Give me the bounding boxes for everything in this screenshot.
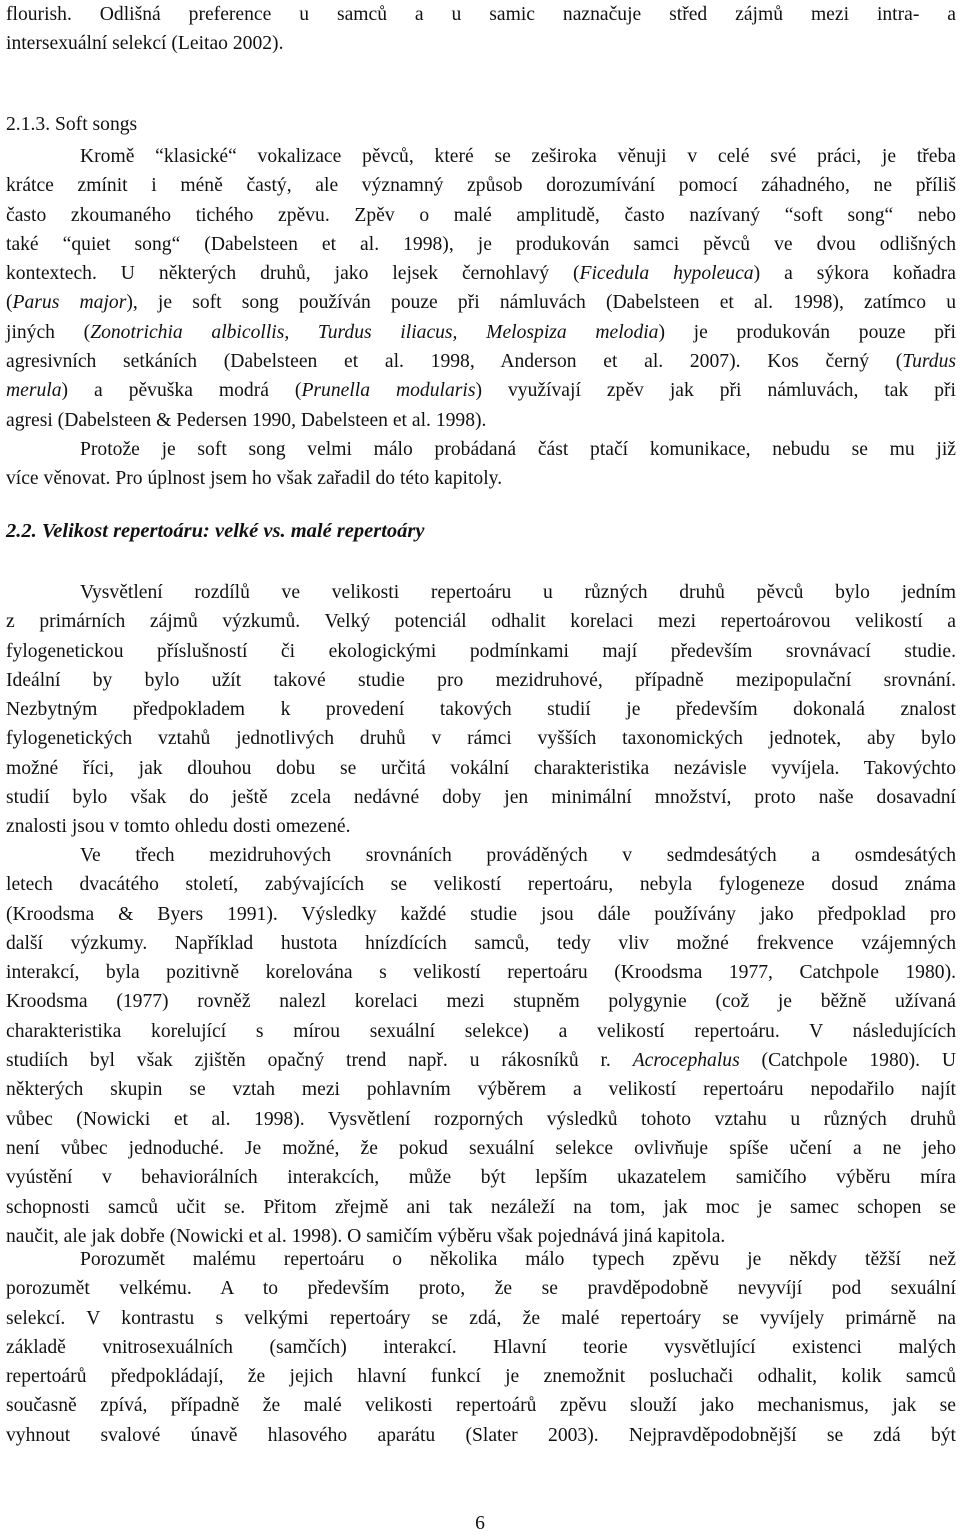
text-line: není vůbec jednoduché. Je možné, že pokud sexuální selekce ovlivňuje spíše učení a ne jeho — [6, 1137, 956, 1159]
text-line: fylogenetickou příslušností či ekologickými podmínkami mají především srovnávací studie. — [6, 640, 956, 662]
text-line: studií bylo však do ještě zcela nedávné doby jen minimální množství, proto naše dosavadní — [6, 787, 956, 809]
text-line: flourish. Odlišná preference u samců a u samic naznačuje střed zájmů mezi intra- a — [6, 4, 956, 25]
text-line: některých skupin se vztah mezi pohlavním výběrem a velikostí repertoáru nepodařilo najít — [6, 1079, 956, 1101]
text-line: (Kroodsma & Byers 1991). Výsledky každé studie jsou dále používány jako předpoklad pro — [6, 903, 956, 925]
text-line: další výzkumy. Například hustota hnízdících samců, tedy vliv možné frekvence vzájemných — [6, 932, 956, 954]
text-line: kontextech. U některých druhů, jako lejsek černohlavý (Ficedula hypoleuca) a sýkora koňadra — [6, 263, 956, 285]
text-line: porozumět velkému. A to především proto, že se pravděpodobně nevyvíjí pod sexuální — [6, 1278, 956, 1300]
text-line: Kroodsma (1977) rovněž nalezl korelaci mezi stupněm polygynie (což je běžně užívaná — [6, 991, 956, 1013]
text-line: agresivních setkáních (Dabelsteen et al. 1998, Anderson et al. 2007). Kos černý (Turdus — [6, 351, 956, 373]
text-line: Protože je soft song velmi málo probádaná část ptačí komunikace, nebudu se mu již — [80, 439, 956, 460]
text-line: interakcí, byla pozitivně korelována s velikostí repertoáru (Kroodsma 1977, Catchpole 1980). — [6, 962, 956, 984]
text-line: charakteristika korelující s mírou sexuální selekce) a velikostí repertoáru. V následujících — [6, 1020, 956, 1042]
text-line: Ideální by bylo užít takové studie pro mezidruhové, případně mezipopulační srovnání. — [6, 669, 956, 691]
text-line: Ve třech mezidruhových srovnáních prováděných v sedmdesátých a osmdesátých — [80, 845, 956, 866]
text-line: jiných (Zonotrichia albicollis, Turdus iliacus, Melospiza melodia) je produkován pouze při — [6, 321, 957, 343]
paragraph-small-repertoire — [6, 1245, 956, 1450]
chapter-heading: 2.2. Velikost repertoáru: velké vs. malé repertoáry — [6, 520, 425, 542]
text-line: schopnosti samců učit se. Přitom zřejmě ani tak nezáleží na tom, jak moc je samec schopen se — [6, 1196, 956, 1218]
paragraph-repertoire-intro — [6, 578, 956, 842]
text-line: také “quiet song“ (Dabelsteen et al. 1998), je produkován samci pěvců ve dvou odlišných — [6, 233, 956, 255]
text-line: (Parus major), je soft song používán pouze při námluvách (Dabelsteen et al. 1998), zatímco u — [6, 292, 956, 314]
text-line: Vysvětlení rozdílů ve velikosti repertoáru u různých druhů pěvců bylo jedním — [80, 582, 956, 603]
text-line: současně zpívá, případně že malé velikosti repertoárů zpěvu slouží jako mechanismus, jak se — [6, 1395, 956, 1417]
text-line: merula) a pěvuška modrá (Prunella modularis) využívají zpěv jak při námluvách, tak při — [6, 380, 956, 402]
text-line: krátce zmínit i méně častý, ale významný způsob dorozumívání pomocí záhadného, ne příliš — [6, 175, 956, 197]
text-line: často zkoumaného tichého zpěvu. Zpěv o malé amplitudě, často nazívaný “soft song“ nebo — [6, 204, 956, 226]
text-line: Nezbytným předpokladem k provedení takových studií je především dokonalá znalost — [6, 699, 956, 721]
page-number: 6 — [475, 1513, 485, 1534]
text-line: letech dvacátého století, zabývajících se velikostí repertoáru, nebyla fylogeneze dosud známa — [6, 874, 956, 896]
paragraph-note — [6, 435, 956, 494]
text-line: fylogenetických vztahů jednotlivých druhů v rámci vyšších taxonomických jednotek, aby bylo — [6, 728, 956, 750]
text-line: studiích byl však zjištěn opačný trend např. u rákosníků r. Acrocephalus (Catchpole 1980). U — [6, 1050, 956, 1072]
section-title: 2.1.3. Soft songs — [6, 114, 138, 135]
text-line: možné říci, jak dlouhou dobu se určitá vokální charakteristika nezávisle vyvíjela. Takovýchto — [6, 757, 956, 779]
paragraph-soft-songs — [6, 142, 956, 435]
text-line: Porozumět malému repertoáru o několika málo typech zpěvu je někdy těžší než — [80, 1249, 956, 1270]
text-line: více věnovat. Pro úplnost jsem ho však zařadil do této kapitoly. — [6, 468, 503, 490]
text-line: intersexuální selekcí (Leitao 2002). — [6, 33, 284, 55]
text-line: z primárních zájmů výzkumů. Velký potenciál odhalit korelaci mezi repertoárovou velikostí a — [6, 611, 956, 633]
text-line: vyústění v behaviorálních interakcích, může být lepším ukazatelem samičího výběru míra — [6, 1167, 956, 1189]
text-line: znalosti jsou v tomto ohledu dosti omezené. — [6, 816, 351, 838]
text-line: základě vnitrosexuálních (samčích) interakcí. Hlavní teorie vysvětlující existenci malých — [6, 1336, 956, 1358]
text-line: selekcí. V kontrastu s velkými repertoáry se zdá, že malé repertoáry se vyvíjely primárně na — [6, 1307, 956, 1329]
text-line: agresi (Dabelsteen & Pedersen 1990, Dabelsteen et al. 1998). — [6, 409, 487, 431]
text-line: naučit, ale jak dobře (Nowicki et al. 1998). O samičím výběru však pojednává jiná kapitola. — [6, 1225, 726, 1247]
paragraph-continuation — [6, 0, 956, 59]
paragraph-comparisons — [6, 841, 956, 1251]
text-line: Kromě “klasické“ vokalizace pěvců, které se zeširoka věnuji v celé své práci, je třeba — [80, 146, 956, 167]
text-line: vyhnout svalové únavě hlasového aparátu (Slater 2003). Nejpravděpodobnější se zdá být — [6, 1424, 956, 1446]
text-line: vůbec (Nowicki et al. 1998). Vysvětlení rozporných výsledků tohoto vztahu u různých druhů — [6, 1108, 956, 1130]
text-line: repertoárů předpokládají, že jejich hlavní funkcí je znemožnit posluchači odhalit, kolik samců — [6, 1366, 956, 1388]
